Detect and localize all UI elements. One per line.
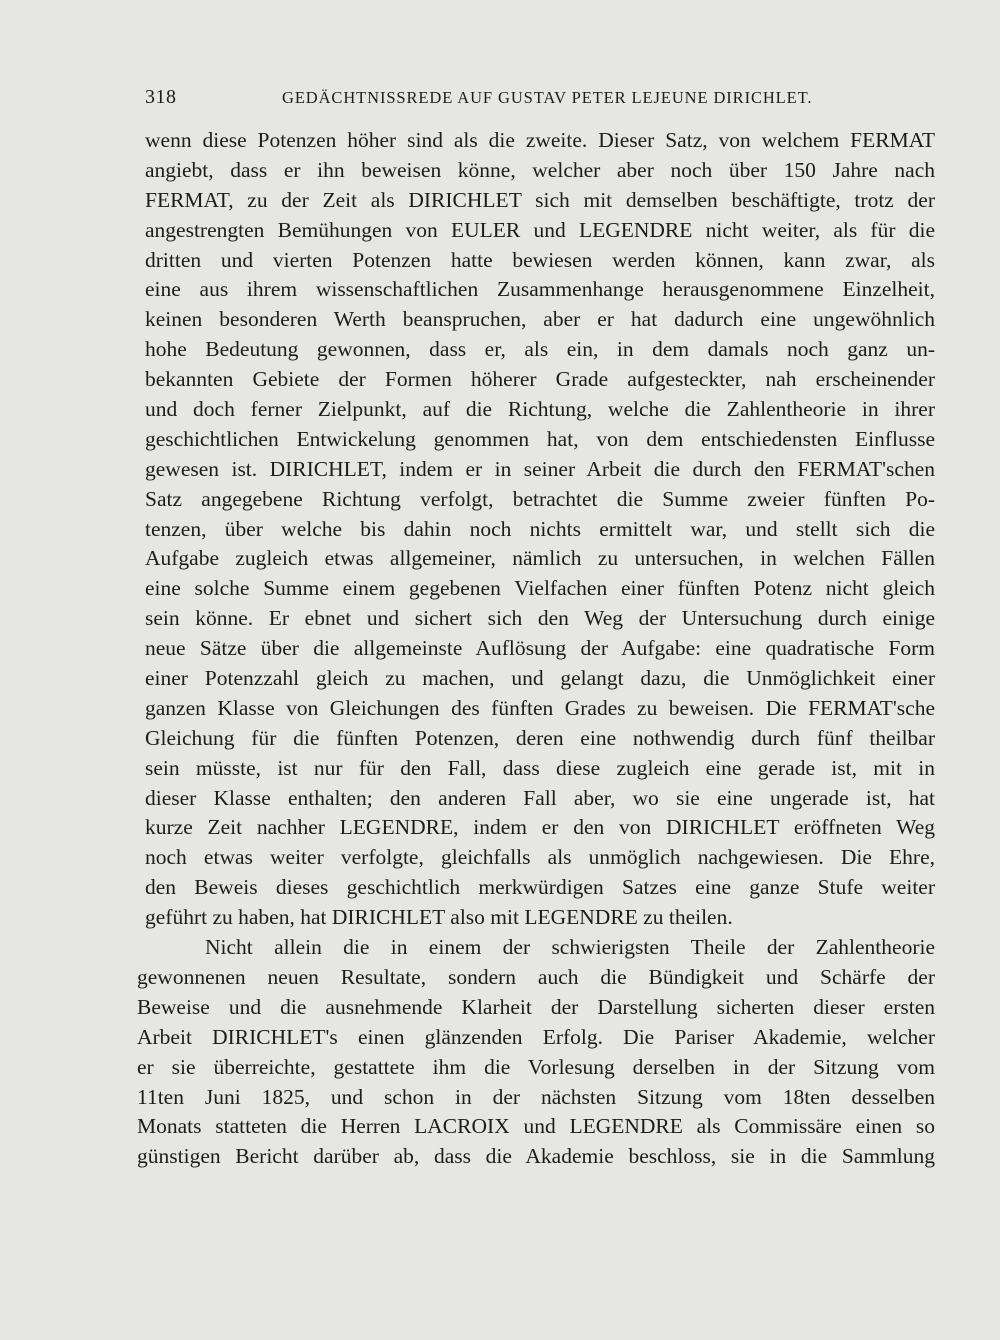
text-line: sein könne. Er ebnet und sichert sich den Weg der Untersuchung durch einige xyxy=(145,606,935,631)
text-line: gewesen ist. DIRICHLET, indem er in seiner Arbeit die durch den FERMAT'schen xyxy=(145,456,935,481)
text-line: tenzen, über welche bis dahin noch nichts ermittelt war, und stellt sich die xyxy=(145,516,935,541)
text-line: dieser Klasse enthalten; den anderen Fall aber, wo sie eine ungerade ist, hat xyxy=(145,785,935,810)
text-line: Nicht allein die in einem der schwierigsten Theile der Zahlentheorie xyxy=(205,935,935,960)
text-line: wenn diese Potenzen höher sind als die zweite. Dieser Satz, von welchem FERMAT xyxy=(145,128,935,152)
text-line: kurze Zeit nachher LEGENDRE, indem er den von DIRICHLET eröffneten Weg xyxy=(145,815,935,840)
text-line: sein müsste, ist nur für den Fall, dass diese zugleich eine gerade ist, mit in xyxy=(145,755,935,780)
running-head xyxy=(145,86,935,114)
running-head-title: GEDÄCHTNISSREDE AUF GUSTAV PETER LEJEUNE DIRICHLET. xyxy=(282,88,813,107)
text-line: gewonnenen neuen Resultate, sondern auch die Bündigkeit und Schärfe der xyxy=(137,964,935,989)
body-text xyxy=(137,126,935,1172)
text-line: angestrengten Bemühungen von EULER und LEGENDRE nicht weiter, als für die xyxy=(145,217,935,242)
text-line: geführt zu haben, hat DIRICHLET also mit LEGENDRE zu theilen. xyxy=(145,905,733,930)
text-line: Monats statteten die Herren LACROIX und LEGENDRE als Commissäre einen so xyxy=(137,1114,935,1139)
text-line: dritten und vierten Potenzen hatte bewiesen werden können, kann zwar, als xyxy=(145,247,935,272)
text-line: FERMAT, zu der Zeit als DIRICHLET sich mit demselben beschäftigte, trotz der xyxy=(145,187,935,212)
text-line: er sie überreichte, gestattete ihm die Vorlesung derselben in der Sitzung vom xyxy=(137,1054,935,1079)
text-line: günstigen Bericht darüber ab, dass die Akademie beschloss, sie in die Sammlung xyxy=(137,1144,935,1169)
text-line: Satz angegebene Richtung verfolgt, betrachtet die Summe zweier fünften Po- xyxy=(145,486,935,511)
text-line: den Beweis dieses geschichtlich merkwürdigen Satzes eine ganze Stufe weiter xyxy=(145,875,935,900)
text-line: hohe Bedeutung gewonnen, dass er, als ein, in dem damals noch ganz un- xyxy=(145,337,935,362)
text-line: und doch ferner Zielpunkt, auf die Richtung, welche die Zahlentheorie in ihrer xyxy=(145,397,935,422)
text-line: Arbeit DIRICHLET's einen glänzenden Erfolg. Die Pariser Akademie, welcher xyxy=(137,1024,935,1049)
paragraph-1 xyxy=(145,126,935,933)
page-number: 318 xyxy=(145,86,177,108)
text-line: neue Sätze über die allgemeinste Auflösung der Aufgabe: eine quadratische Form xyxy=(145,636,935,661)
text-line: 11ten Juni 1825, und schon in der nächsten Sitzung vom 18ten desselben xyxy=(137,1084,935,1109)
text-line: einer Potenzzahl gleich zu machen, und gelangt dazu, die Unmöglichkeit einer xyxy=(145,666,935,691)
text-line: noch etwas weiter verfolgte, gleichfalls als unmöglich nachgewiesen. Die Ehre, xyxy=(145,845,935,870)
text-line: keinen besonderen Werth beanspruchen, aber er hat dadurch eine ungewöhnlich xyxy=(145,307,935,332)
text-line: angiebt, dass er ihn beweisen könne, welcher aber noch über 150 Jahre nach xyxy=(145,157,935,182)
text-line: geschichtlichen Entwickelung genommen hat, von dem entschiedensten Einflusse xyxy=(145,426,935,451)
text-line: Gleichung für die fünften Potenzen, deren eine nothwendig durch fünf theilbar xyxy=(145,725,935,750)
text-line: eine solche Summe einem gegebenen Vielfachen einer fünften Potenz nicht gleich xyxy=(145,576,935,601)
text-line: Aufgabe zugleich etwas allgemeiner, nämlich zu untersuchen, in welchen Fällen xyxy=(145,546,935,571)
text-line: ganzen Klasse von Gleichungen des fünften Grades zu beweisen. Die FERMAT'sche xyxy=(145,695,935,720)
text-line: Beweise und die ausnehmende Klarheit der Darstellung sicherten dieser ersten xyxy=(137,994,935,1019)
paragraph-2 xyxy=(137,933,935,1172)
text-line: eine aus ihrem wissenschaftlichen Zusammenhange herausgenommene Einzelheit, xyxy=(145,277,935,302)
text-line: bekannten Gebiete der Formen höherer Grade aufgesteckter, nah erscheinender xyxy=(145,367,935,392)
